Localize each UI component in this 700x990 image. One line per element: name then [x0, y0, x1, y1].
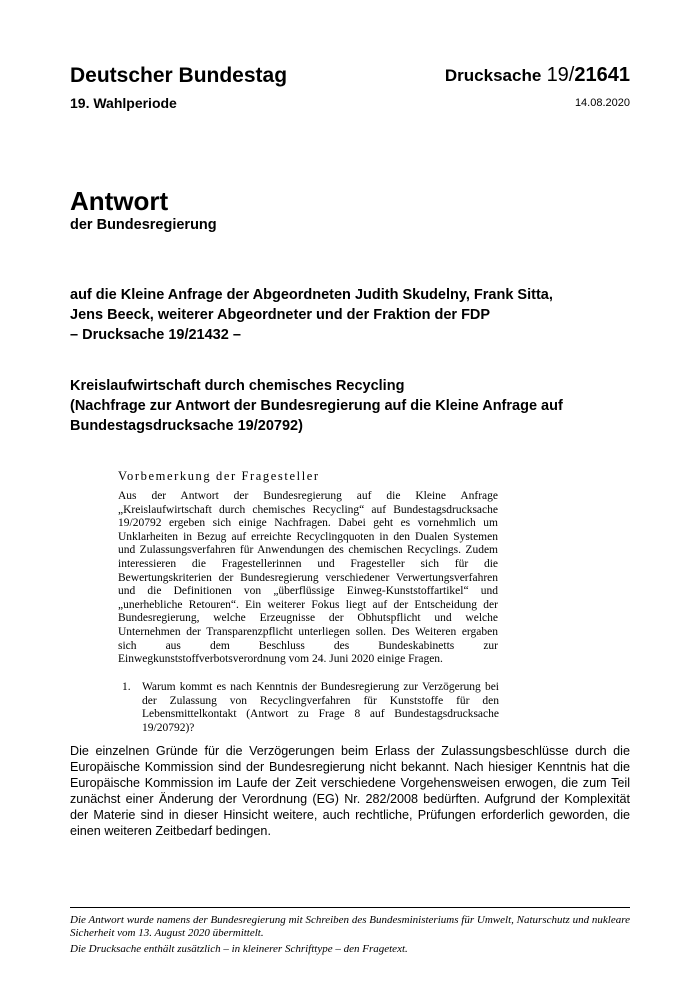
- anfrage-line: Jens Beeck, weiterer Abgeordneter und der Fraktion der FDP: [70, 307, 491, 323]
- anfrage-line: – Drucksache 19/21432 –: [70, 327, 241, 343]
- drucksache-id: 21641: [574, 64, 630, 86]
- anfrage-line: auf die Kleine Anfrage der Abgeordneten Judith Skudelny, Frank Sitta,: [70, 287, 553, 303]
- document-subtitle: der Bundesregierung: [70, 217, 217, 233]
- answer-text: Die einzelnen Gründe für die Verzögerungen beim Erlass der Zulassungsbeschlüsse durch die Europäische Kommission sind der Bundesregierung nicht bekannt. Nach hiesiger Kenntnis hat die Europäische Kommission im Laufe der Zeit verschiedene Vorgehensweisen erwogen, die zum Teil zunächst einer Änderung der Verordnung (EG) Nr. 282/2008 bedürften. Aufgrund der Komplexität der Materie sind in dieser Hinsicht weitere, auch rechtliche, Prüfungen erforderlich geworden, die einen weiteren Zeitbedarf bedingen.: [70, 744, 630, 838]
- document-title: Antwort: [70, 186, 169, 216]
- question-number: 1.: [122, 681, 131, 693]
- vorbemerkung-heading: Vorbemerkung der Fragesteller: [118, 469, 320, 483]
- vorbemerkung-text: Aus der Antwort der Bundesregierung auf die Kleine Anfrage „Kreislaufwirtschaft durch chemisches Recycling“ auf Bundestagsdrucksache 19/20792 ergeben sich einige Nachfragen. Dabei geht es vornehmlich um Unklarheiten in Bezug auf erreichte Recyclingquoten in den Dualen Systemen und Zulassungsverfahren für Anwendungen des chemischen Recyclings. Zudem interessieren die Fragestellerinnen und Fragesteller sich für die Bewertungskriterien der Bundesregierung verschiedener Verwertungsverfahren und die Definitionen von „überflüssige Einweg-Kunststoffartikel“ und „unerhebliche Retouren“. Ein weiterer Fokus liegt auf der Entscheidung der Bundesregierung, welche Erzeugnisse der Obhutspflicht und welche Unternehmen der Transparenzpflicht unterliegen sollen. Des Weiteren ergaben sich aus dem Beschluss des Bundeskabinetts zur Einwegkunststoffverbotsverordnung vom 24. Juni 2020 einige Fragen.: [118, 490, 498, 666]
- topic-line: Bundestagsdrucksache 19/20792): [70, 418, 303, 434]
- institution-name: Deutscher Bundestag: [70, 64, 288, 87]
- legislative-period: 19. Wahlperiode: [70, 95, 177, 111]
- drucksache-prefix: 19/: [546, 64, 575, 86]
- anfrage-reference: [70, 285, 630, 345]
- question-text: Warum kommt es nach Kenntnis der Bundesregierung zur Verzögerung bei der Zulassung von Recyclingverfahren für Kunststoffe für den Lebensmittelkontakt (Antwort zu Frage 8 auf Bundestagsdrucksache 19/20792)?: [142, 681, 499, 734]
- topic-title: [70, 376, 650, 436]
- drucksache-number: [445, 64, 630, 87]
- footnote-transmission: Die Antwort wurde namens der Bundesregierung mit Schreiben des Bundesministeriums für Umwelt, Naturschutz und nukleare Sicherheit vom 13. August 2020 übermittelt.: [70, 914, 630, 939]
- document-date: 14.08.2020: [574, 97, 630, 109]
- footnote-fragetext: Die Drucksache enthält zusätzlich – in kleinerer Schrifttype – den Fragetext.: [70, 943, 408, 955]
- footnote-divider: [70, 907, 630, 908]
- drucksache-label: Drucksache: [444, 66, 542, 85]
- topic-line: Kreislaufwirtschaft durch chemisches Recycling: [70, 378, 405, 394]
- topic-line: (Nachfrage zur Antwort der Bundesregierung auf die Kleine Anfrage auf: [70, 398, 563, 414]
